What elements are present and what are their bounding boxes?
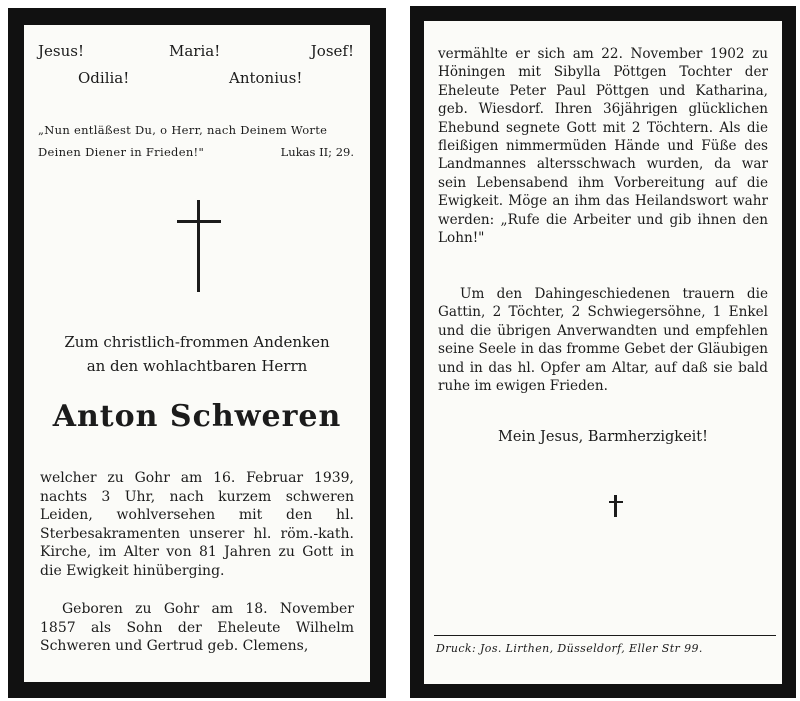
latin-cross-icon xyxy=(177,200,221,292)
biography-paragraph: welcher zu Gohr am 16. Februar 1939, nachts 3 Uhr, nach kurzem schweren Leiden, wohlversehen mit den hl. Sterbesakramenten unserer hl. röm.-kath. Kirche, im Alter von 81 Jahren zu Gott in die Ewigkeit hinüberging. xyxy=(40,470,354,579)
mourning-paragraph: Um den Dahingeschiedenen trauern die Gattin, 2 Töchter, 2 Schwiegersöhne, 1 Enkel und die übrigen Anverwandten und empfehlen seine Seele in das fromme Gebet der Gläubigen und in das hl. Opfer am Altar, auf daß sie bald ruhe im ewigen Frieden. xyxy=(438,286,768,395)
bible-quote-line1: „Nun entläßest Du, o Herr, nach Deinem Worte xyxy=(38,123,328,137)
right-card-paper xyxy=(424,21,782,684)
printer-imprint: Druck: Jos. Lirthen, Düsseldorf, Eller Str 99. xyxy=(436,642,703,655)
invocation-josef: Josef! xyxy=(310,42,354,60)
memorial-dedication xyxy=(24,330,370,378)
mercy-prayer: Mein Jesus, Barmherzigkeit! xyxy=(498,429,708,445)
invocation-odilia: Odilia! xyxy=(78,69,130,87)
bible-quote-reference: Lukas II; 29. xyxy=(280,145,354,159)
invocation-antonius: Antonius! xyxy=(229,69,303,87)
birth-paragraph: Geboren zu Gohr am 18. November 1857 als Sohn der Eheleute Wilhelm Schweren und Gertrud geb. Clemens, xyxy=(40,601,354,655)
invocation-jesus: Jesus! xyxy=(38,42,84,60)
deceased-name: Anton Schweren xyxy=(52,399,342,434)
right-memorial-card xyxy=(410,6,796,698)
small-cross-icon xyxy=(609,495,623,517)
memorial-line-2: an den wohlachtbaren Herrn xyxy=(86,357,308,375)
left-memorial-card xyxy=(8,8,386,698)
marriage-paragraph: vermählte er sich am 22. November 1902 zu Höningen mit Sibylla Pöttgen Tochter der Eheleute Peter Paul Pöttgen und Katharina, geb. Wiesdorf. Ihren 36jährigen glücklichen Ehebund segnete Gott mit 2 Töchtern. Als die fleißigen nimmermüden Hände und Füße des Landmannes altersschwach wurden, da war sein Lebensabend ihm Vorbereitung auf die Ewigkeit. Möge an ihm das Heilandswort wahr werden: „Rufe die Arbeiter und gib ihnen den Lohn!" xyxy=(438,46,768,247)
left-card-paper xyxy=(24,25,370,682)
memorial-line-1: Zum christlich-frommen Andenken xyxy=(64,333,330,351)
bible-quote-line2: Deinen Diener in Frieden!" xyxy=(38,145,205,159)
invocation-maria: Maria! xyxy=(169,42,221,60)
printer-divider xyxy=(434,635,776,636)
